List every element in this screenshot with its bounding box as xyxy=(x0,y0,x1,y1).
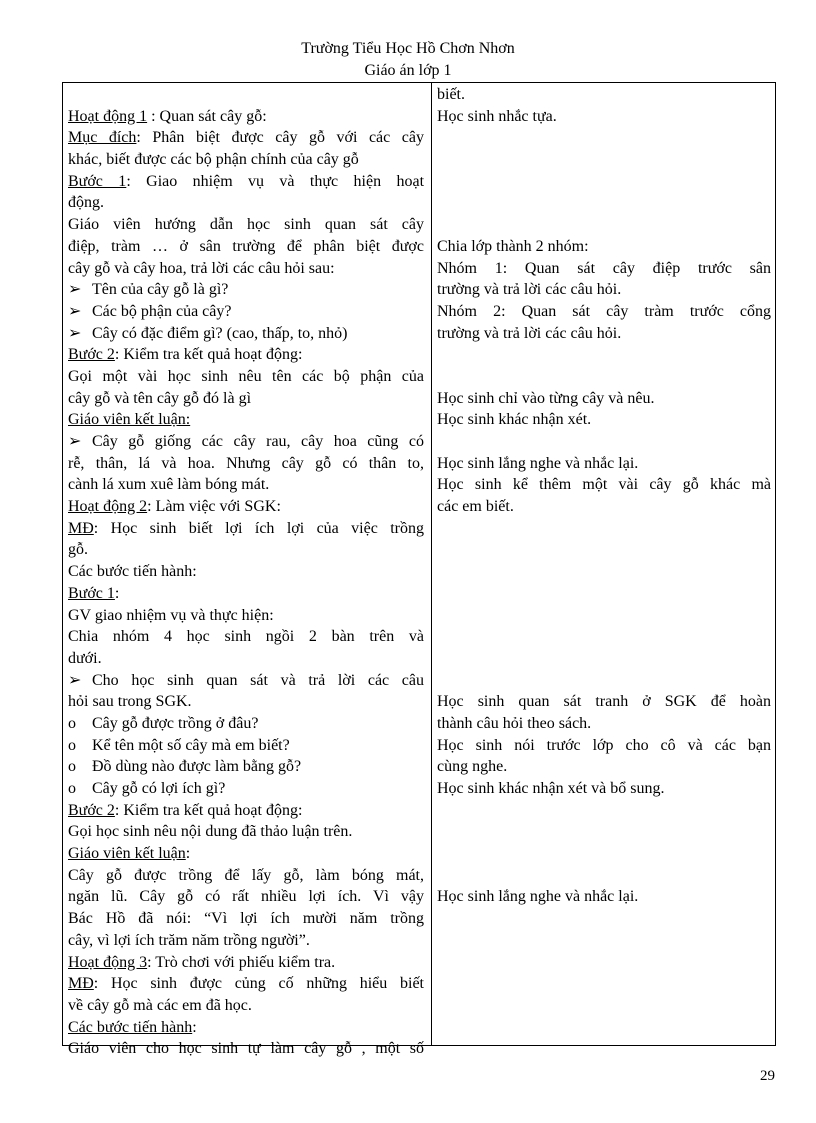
right-line xyxy=(437,106,771,128)
left-line xyxy=(68,821,424,843)
left-text: động. xyxy=(68,194,104,212)
left-line xyxy=(68,670,424,692)
left-line xyxy=(68,973,424,995)
left-text: Gọi học sinh nêu nội dung đã thảo luận trên. xyxy=(68,823,353,841)
right-text: các em biết. xyxy=(437,498,514,516)
student-activities-column xyxy=(437,84,771,908)
right-line xyxy=(437,388,771,410)
right-line xyxy=(437,518,771,540)
right-text: Học sinh kể thêm một vài cây gỗ khác mà xyxy=(437,476,771,494)
right-text: Học sinh chỉ vào từng cây và nêu. xyxy=(437,389,655,407)
left-line xyxy=(68,431,424,453)
document-subtitle: Giáo án lớp 1 xyxy=(364,62,452,79)
right-line xyxy=(437,474,771,496)
left-line xyxy=(68,735,424,757)
left-text: Cho học sinh quan sát và trả lời các câu xyxy=(92,671,424,689)
right-line xyxy=(437,539,771,561)
right-line xyxy=(437,258,771,280)
section-label: Hoạt động 2 xyxy=(68,498,148,516)
right-line xyxy=(437,626,771,648)
right-line xyxy=(437,713,771,735)
right-line xyxy=(437,648,771,670)
right-line xyxy=(437,366,771,388)
right-line xyxy=(437,214,771,236)
arrow-bullet-icon: ➢ xyxy=(68,324,82,342)
right-line xyxy=(437,843,771,865)
left-line xyxy=(68,583,424,605)
left-line xyxy=(68,778,424,800)
left-line xyxy=(68,1017,424,1039)
right-line xyxy=(437,561,771,583)
section-label: Hoạt động 3 xyxy=(68,953,148,971)
left-text: Cây gỗ được trồng ở đâu? xyxy=(92,714,259,732)
right-line xyxy=(437,279,771,301)
right-line xyxy=(437,821,771,843)
left-line xyxy=(68,279,424,301)
right-text: trường và trả lời các câu hỏi. xyxy=(437,324,622,342)
section-label: Bước 2 xyxy=(68,346,115,364)
left-text: Đồ dùng nào được làm bằng gỗ? xyxy=(92,758,302,776)
section-label: MĐ xyxy=(68,519,94,537)
right-line xyxy=(437,778,771,800)
left-line xyxy=(68,149,424,171)
left-text: Gọi một vài học sinh nêu tên các bộ phận của xyxy=(68,367,424,385)
section-label: Mục đích xyxy=(68,129,137,147)
left-text: về cây gỗ mà các em đã học. xyxy=(68,996,252,1014)
right-line xyxy=(437,344,771,366)
left-text: Cây gỗ được trồng để lấy gỗ, làm bóng mát, xyxy=(68,866,424,884)
section-text: : xyxy=(192,1018,197,1036)
left-line xyxy=(68,756,424,778)
left-line xyxy=(68,539,424,561)
left-line xyxy=(68,127,424,149)
right-line xyxy=(437,800,771,822)
left-line xyxy=(68,388,424,410)
right-text: biết. xyxy=(437,86,465,103)
left-line xyxy=(68,713,424,735)
right-text: Nhóm 2: Quan sát cây tràm trước cổng xyxy=(437,302,771,320)
right-line xyxy=(437,670,771,692)
section-text: : Học sinh biết lợi ích lợi của việc trồng xyxy=(93,519,424,537)
left-line xyxy=(68,886,424,908)
right-line xyxy=(437,84,771,106)
left-line xyxy=(68,323,424,345)
teacher-activities-column xyxy=(68,84,424,1060)
left-line xyxy=(68,496,424,518)
left-line xyxy=(68,843,424,865)
right-text: Học sinh lắng nghe và nhắc lại. xyxy=(437,888,639,906)
left-line xyxy=(68,908,424,930)
left-text: GV giao nhiệm vụ và thực hiện: xyxy=(68,606,274,624)
left-text: gỗ. xyxy=(68,541,88,559)
right-text: thành câu hỏi theo sách. xyxy=(437,714,592,732)
school-name: Trường Tiểu Học Hồ Chơn Nhơn xyxy=(301,40,515,57)
right-line xyxy=(437,127,771,149)
left-line xyxy=(68,192,424,214)
left-line xyxy=(68,865,424,887)
right-text: Học sinh nói trước lớp cho cô và các bạn xyxy=(437,736,771,754)
right-line xyxy=(437,453,771,475)
right-line xyxy=(437,865,771,887)
left-text: rễ, thân, lá và hoa. Nhưng cây gỗ có thân to, xyxy=(68,454,424,472)
section-text: : xyxy=(185,845,191,863)
left-line xyxy=(68,952,424,974)
left-text: cành lá xum xuê làm bóng mát. xyxy=(68,476,270,494)
left-line xyxy=(68,301,424,323)
left-line xyxy=(68,691,424,713)
left-line xyxy=(68,258,424,280)
section-text: : Quan sát cây gỗ: xyxy=(147,107,267,125)
section-text: : Học sinh được củng cố những hiểu biết xyxy=(93,975,424,993)
section-label: Bước 2 xyxy=(68,801,115,819)
right-text: Học sinh quan sát tranh ở SGK để hoàn xyxy=(437,693,771,711)
left-text: Các bước tiến hành: xyxy=(68,563,197,581)
left-line xyxy=(68,648,424,670)
left-line xyxy=(68,605,424,627)
right-line xyxy=(437,192,771,214)
circle-bullet-icon: o xyxy=(68,736,76,754)
lesson-table xyxy=(62,82,776,1058)
left-line xyxy=(68,453,424,475)
left-line xyxy=(68,344,424,366)
right-line xyxy=(437,496,771,518)
section-label: Các bước tiến hành xyxy=(68,1018,193,1036)
right-line xyxy=(437,323,771,345)
right-line xyxy=(437,171,771,193)
right-line xyxy=(437,605,771,627)
section-text: : Phân biệt được cây gỗ với các cây xyxy=(136,129,424,147)
section-label: MĐ xyxy=(68,975,94,993)
section-label: Giáo viên kết luận xyxy=(68,845,186,863)
right-text: Chia lớp thành 2 nhóm: xyxy=(437,237,589,255)
right-text: Học sinh khác nhận xét. xyxy=(437,411,592,429)
left-text: Giáo viên hướng dẫn học sinh quan sát cây xyxy=(68,216,424,234)
left-text: Kể tên một số cây mà em biết? xyxy=(92,736,290,754)
arrow-bullet-icon: ➢ xyxy=(68,302,82,320)
right-line xyxy=(437,583,771,605)
left-text: Giáo viên cho học sinh tự làm cây gỗ , một số xyxy=(68,1040,424,1058)
section-text: : Trò chơi với phiếu kiểm tra. xyxy=(147,953,336,971)
left-text: Cây có đặc điểm gì? (cao, thấp, to, nhỏ) xyxy=(92,324,348,342)
left-line xyxy=(68,995,424,1017)
section-label: Hoạt động 1 xyxy=(68,107,148,125)
right-text: Nhóm 1: Quan sát cây điệp trước sân xyxy=(437,259,771,277)
right-line xyxy=(437,886,771,908)
left-text: Các bộ phận của cây? xyxy=(92,302,232,320)
right-line xyxy=(437,236,771,258)
circle-bullet-icon: o xyxy=(68,714,76,732)
left-line xyxy=(68,626,424,648)
section-label: Bước 1 xyxy=(68,172,127,190)
section-text: : Kiểm tra kết quả hoạt động: xyxy=(114,346,303,364)
left-text: Tên của cây gỗ là gì? xyxy=(92,281,229,299)
left-line xyxy=(68,366,424,388)
section-text: : Làm việc với SGK: xyxy=(147,498,281,516)
right-text: cùng nghe. xyxy=(437,758,508,776)
left-line xyxy=(68,930,424,952)
left-line xyxy=(68,409,424,431)
section-text: : xyxy=(114,584,120,602)
section-label: Giáo viên kết luận: xyxy=(68,411,191,429)
left-text: Bác Hồ đã nói: “Vì lợi ích mười năm trồng xyxy=(68,910,424,928)
left-line xyxy=(68,84,424,106)
section-text: : Kiểm tra kết quả hoạt động: xyxy=(114,801,303,819)
left-text: điệp, tràm … ở sân trường để phân biệt được xyxy=(68,237,424,255)
right-text: Học sinh nhắc tựa. xyxy=(437,107,557,125)
right-line xyxy=(437,691,771,713)
right-text: Học sinh lắng nghe và nhắc lại. xyxy=(437,454,639,472)
column-divider xyxy=(431,83,432,1045)
arrow-bullet-icon: ➢ xyxy=(68,281,82,299)
left-line xyxy=(68,236,424,258)
right-line xyxy=(437,409,771,431)
circle-bullet-icon: o xyxy=(68,758,76,776)
left-text: Chia nhóm 4 học sinh ngồi 2 bàn trên và xyxy=(68,628,424,646)
right-line xyxy=(437,431,771,453)
left-text: cây gỗ và tên cây gỗ đó là gì xyxy=(68,389,252,407)
right-line xyxy=(437,149,771,171)
left-text: Cây gỗ giống các cây rau, cây hoa cũng có xyxy=(92,433,424,450)
left-line xyxy=(68,800,424,822)
section-text: : Giao nhiệm vụ và thực hiện hoạt xyxy=(126,172,424,190)
left-text: cây gỗ và cây hoa, trả lời các câu hỏi sau: xyxy=(68,259,335,277)
left-line xyxy=(68,171,424,193)
left-text: khác, biết được các bộ phận chính của cây gỗ xyxy=(68,151,359,169)
right-line xyxy=(437,301,771,323)
left-text: Cây gỗ có lợi ích gì? xyxy=(92,780,226,797)
page-number: 29 xyxy=(760,1068,775,1084)
right-line xyxy=(437,756,771,778)
left-line xyxy=(68,214,424,236)
right-text: trường và trả lời các câu hỏi. xyxy=(437,281,622,299)
left-text: hỏi sau trong SGK. xyxy=(68,693,192,711)
left-text: cây, vì lợi ích trăm năm trồng người”. xyxy=(68,931,310,949)
right-line xyxy=(437,735,771,757)
left-line xyxy=(68,106,424,128)
arrow-bullet-icon: ➢ xyxy=(68,671,82,689)
left-line xyxy=(68,518,424,540)
left-line xyxy=(68,561,424,583)
circle-bullet-icon: o xyxy=(68,780,76,797)
arrow-bullet-icon: ➢ xyxy=(68,433,82,450)
right-text: Học sinh khác nhận xét và bổ sung. xyxy=(437,780,665,797)
left-text: ngăn lũ. Cây gỗ có rất nhiều lợi ích. Vì vậy xyxy=(68,888,424,906)
left-line xyxy=(68,474,424,496)
section-label: Bước 1 xyxy=(68,584,115,602)
left-text: dưới. xyxy=(68,649,102,667)
left-line xyxy=(68,1038,424,1060)
